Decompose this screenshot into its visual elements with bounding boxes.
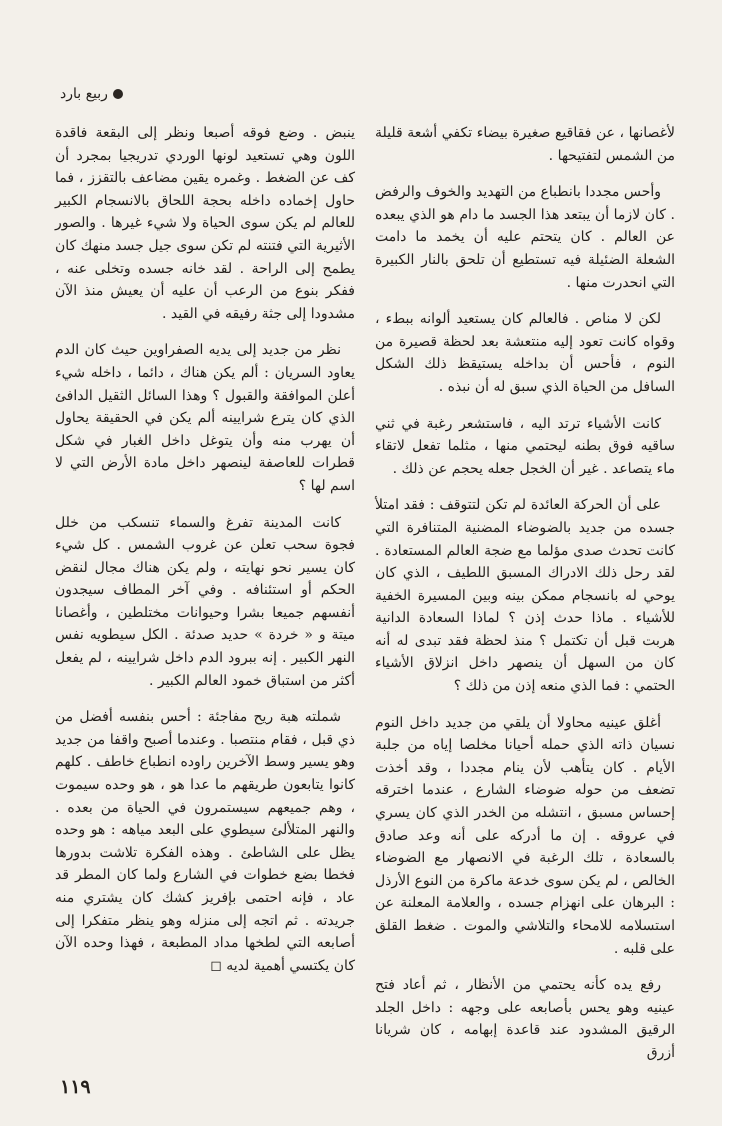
running-header-title: ربيع بارد xyxy=(60,86,108,102)
paragraph: كانت الأشياء ترتد اليه ، فاستشعر رغبة في ثني ساقيه فوق بطنه ليحتمي منها ، مثلما تفعل لاتقاء ماء يتصاعد . غير أن الخجل جعله يحجم عن ذلك . xyxy=(375,415,675,477)
paragraph: لكن لا مناص . فالعالم كان يستعيد ألوانه ببطء ، وقواه كانت تعود إليه منتعشة بعد لحظة قصيرة من النوم ، فأحس أن بداخله يستيقظ ذلك الشكل السافل من الحياة الذي سبق له أن نبذه . xyxy=(375,311,675,395)
paragraph: أغلق عينيه محاولا أن يلقي من جديد داخل النوم نسيان ذاته الذي حمله أحيانا مخلصا إياه من جلبة الأيام . كان يتأهب لأن ينام مجددا ، وقد أخذت تضعف من حوله ضوضاء الشارع ، عندما اخترقه إحساس مسبق ، انتشله من الخدر الذي كان يسري في عروقه . إن ما أدركه على أنه وعد صادق بالسعادة ، تلك الرغبة في الانصهار مع الضوضاء الخالص ، لم يكن سوى خدعة ماكرة من النوع الأرذل : البرهان على انهزام جسده ، والعلامة المعلنة عن استسلامه للامحاء والتلاشي والموت . ضغط القلق على قلبه . xyxy=(375,714,675,957)
paragraph: لأغصانها ، عن فقاقيع صغيرة بيضاء تكفي أشعة قليلة من الشمس لتفتيحها . xyxy=(375,125,675,164)
page-number: ١١٩ xyxy=(60,1076,91,1098)
paragraph: نظر من جديد إلى يديه الصفراوين حيث كان الدم يعاود السريان : ألم يكن هناك ، دائما ، داخله شيء أعلن الموافقة والقبول ؟ وهذا السائل الثقيل الدافئ الذي كان يترع شرايينه ألم يكن في الحقيقة يحاول أن يهرب منه وأن يتوغل داخل الغبار في شكل قطرات للعاصفة لينصهر داخل مادة الأرض التي لا اسم لها ؟ xyxy=(55,342,355,494)
paragraph: وأحس مجددا بانطباع من التهديد والخوف والرفض . كان لازما أن يبتعد هذا الجسد ما دام هو الذي يبعده عن العالم . كان يتحتم عليه أن يخمد ما دامت الشعلة الضئيلة فيه تستطيع أن تلحق بالنار الكبيرة التي انحدرت منها . xyxy=(374,184,675,291)
paragraph: على أن الحركة العائدة لم تكن لتتوقف : فقد امتلأ جسده من جديد بالضوضاء المضنية المتنافرة التي كانت تحدث صدى مؤلما مع ضجة العالم المستعادة . لقد رحل ذلك الادراك المسبق اللطيف ، الذي كان يوحي له بانسجام ممكن بينه وبين المسيرة الخفية للأشياء . ماذا حدث إذن ؟ لماذا السعادة الدانية هربت قبل أن تكتمل ؟ منذ لحظة فقد تبدى له أنه كان من السهل أن ينصهر داخل انزلاق الأشياء الحتمي : فما الذي منعه إذن من ذلك ؟ xyxy=(375,497,675,695)
paragraph: ينبض . وضع فوقه أصبعا ونظر إلى البقعة فاقدة اللون وهي تستعيد لونها الوردي تدريجيا بمجرد أن كف عن الضغط . وغمره يقين مضاعف بالتقزز ، فما حاول إخماده داخله بحجة اللحاق بالانسجام الكبير للعالم لم يكن سوى الحياة ولا شيء غيرها . والصور الأثيرية التي فتنته لم تكن سوى جيل جسد منهك كان يطمح إلى الراحة . لقد خانه جسده وتخلى عنه ، ففكر بنوع من الرعب أن عليه أن يعيش منذ الآن مشدودا إلى جثة رفيقه في القيد . xyxy=(55,125,355,322)
bullet-icon xyxy=(113,89,123,99)
paragraph: شملته هبة ريح مفاجئة : أحس بنفسه أفضل من ذي قبل ، فقام منتصبا . وعندما أصبح واقفا من جديد وهو يسير وسط الآخرين راوده انطباع خاطف . كلهم كانوا يتابعون طريقهم ما عدا هو ، هو وحده سيموت ، وهم جميعهم سيستمرون في الحياة من بعده . والنهر المتلألئ سيطوي على البعد مياهه : هو وحده يظل على الشاطئ . وهذه الفكرة تلاشت بدورها فخطا بضع خطوات في الشارع ولما كان المطر قد عاد ، فإنه احتمى بإفريز كشك كان يشتري منه جريدته . ثم اتجه إلى منزله وهو ينظر متفكرا إلى أصابعه التي لطخها مداد المطبعة ، فهذا وحده الآن كان يكتسي أهمية لديه ◻ xyxy=(55,709,355,974)
right-column xyxy=(375,122,675,1079)
paragraph: كانت المدينة تفرغ والسماء تنسكب من خلل فجوة سحب تعلن عن غروب الشمس . كل شيء كان يسير نحو نهايته ، ولم يكن هناك مجال لنقض الحكم أو استئنافه . وفي آخر المطاف سيجدون أنفسهم جميعا بشرا وحيوانات مختلطين ، وأغصانا ميتة و « خردة » حديد صدئة . الكل سيطويه نفس النهر الكبير . إنه ببرود الدم داخل شرايينه ، لم يفعل أكثر من استباق خمود العالم الكبير . xyxy=(55,514,355,689)
running-header xyxy=(60,86,123,102)
paragraph: رفع يده كأنه يحتمي من الأنظار ، ثم أعاد فتح عينيه وهو يحس بأصابعه على وجهه : داخل الجلد الرقيق المشدود عند قاعدة إبهامه ، كان شريانا أزرق xyxy=(375,977,675,1061)
left-column xyxy=(55,122,355,991)
